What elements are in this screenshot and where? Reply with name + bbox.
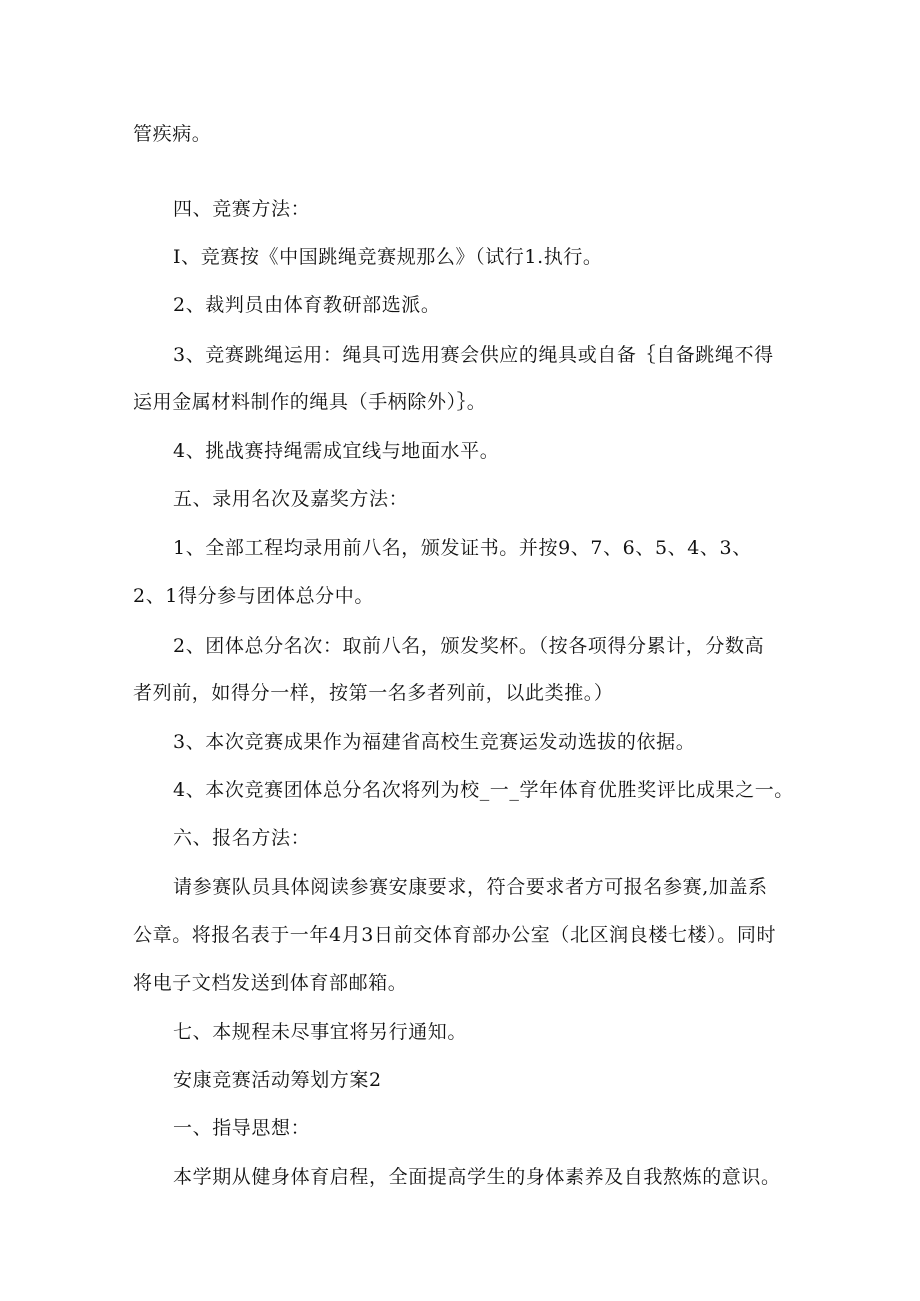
section-heading-4: 四、竞赛方法： [173,198,311,220]
document-title: 安康竞赛活动筹划方案2 [173,1069,382,1091]
list-item: I、竞赛按《中国跳绳竞赛规那么》（试行1.执行。 [173,246,603,268]
list-item: 2、裁判员由体育教研部选派。 [173,294,441,316]
list-item: 3、本次竞赛成果作为福建省高校生竞赛运发动选拔的依据。 [173,731,696,753]
section-heading-6: 六、报名方法： [173,827,311,849]
section-heading-7: 七、本规程未尽事宜将另行通知。 [173,1021,468,1043]
paragraph-line: 本学期从健身体育启程，全面提高学生的身体素养及自我熬炼的意识。 [173,1166,781,1188]
text-line-continuation: 运用金属材料制作的绳具（手柄除外）｝。 [133,391,487,413]
paragraph-line: 请参赛队员具体阅读参赛安康要求，符合要求者方可报名参赛,加盖系 [173,876,768,898]
list-item: 1、全部工程均录用前八名，颁发证书。并按9、7、6、5、4、3、 [173,537,752,559]
section-heading-5: 五、录用名次及嘉奖方法： [173,488,409,510]
paragraph-line: 公章。将报名表于一年4月3日前交体育部办公室（北区润良楼七楼）。同时 [133,924,777,946]
list-item: 3、竞赛跳绳运用：绳具可选用赛会供应的绳具或自备｛自备跳绳不得 [173,344,774,366]
list-item: 2、团体总分名次：取前八名，颁发奖杯。（按各项得分累计，分数高 [173,635,765,657]
paragraph-line: 将电子文档发送到体育部邮箱。 [133,972,408,994]
text-line-continuation: 者列前，如得分一样，按第一名多者列前，以此类推。） [133,682,614,704]
section-heading-1: 一、指导思想： [173,1117,311,1139]
text-line-continuation: 管疾病。 [133,123,212,145]
text-line-continuation: 2、1得分参与团体总分中。 [133,585,374,607]
list-item: 4、本次竞赛团体总分名次将列为校_一_学年体育优胜奖评比成果之一。 [173,779,794,801]
list-item: 4、挑战赛持绳需成宜线与地面水平。 [173,440,500,462]
